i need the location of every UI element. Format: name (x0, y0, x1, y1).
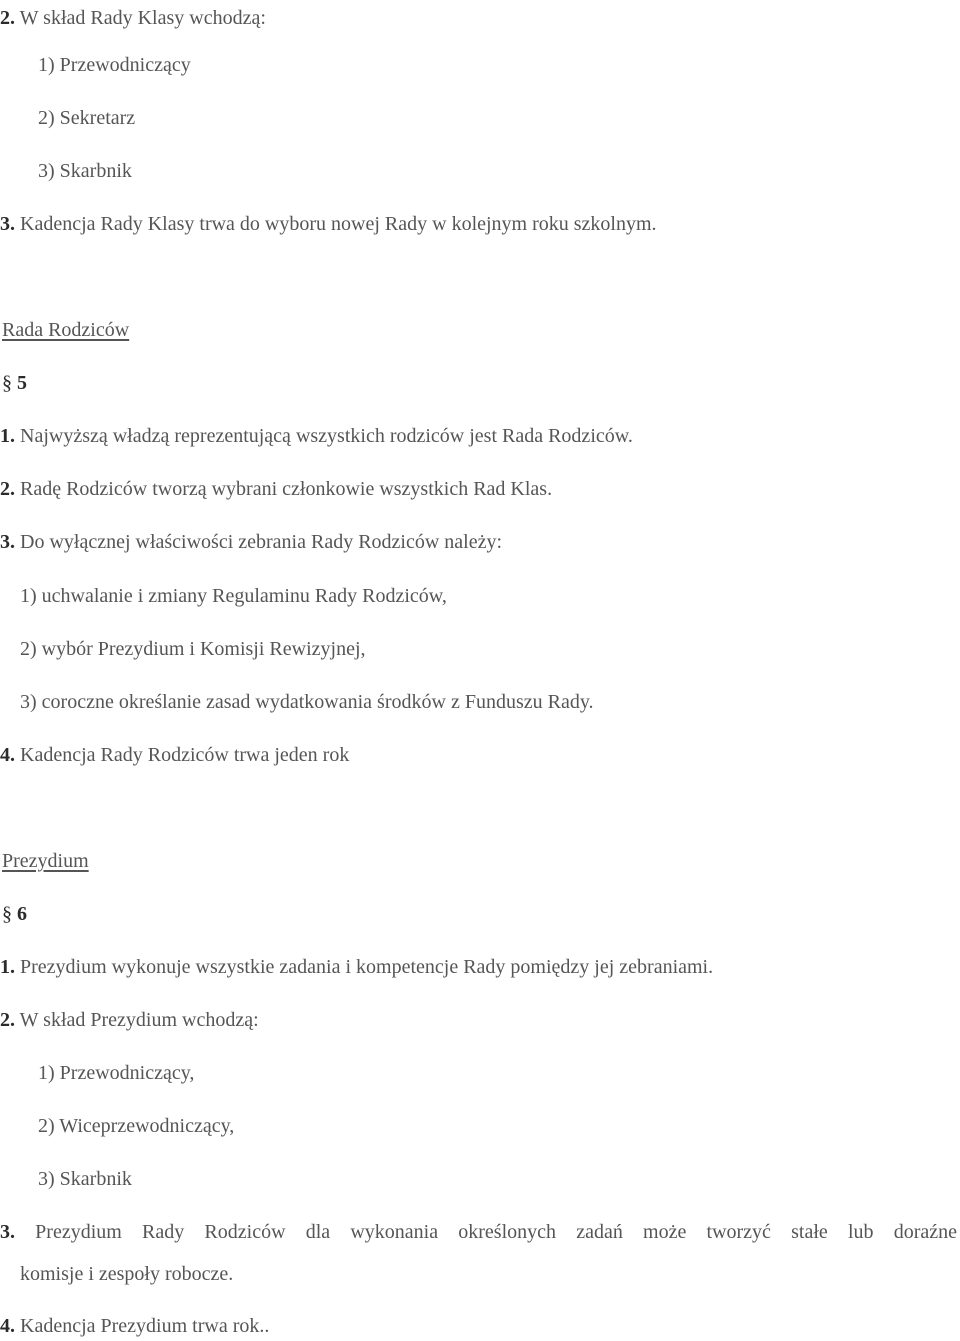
paragraph-1-rada-rodzicow (0, 424, 633, 448)
paragraph-2-rada-rodzicow (0, 477, 552, 501)
list-item-przewodniczacy-prezydium: 1) Przewodniczący, (38, 1062, 195, 1084)
list-item-wybor-prezydium: 2) wybór Prezydium i Komisji Rewizyjnej, (20, 638, 366, 660)
paragraph-text: Prezydium Rady Rodziców dla wykonania określonych zadań może tworzyć stałe lub doraźne (15, 1221, 957, 1243)
list-item-sekretarz: 2) Sekretarz (38, 107, 136, 129)
paragraph-3-rada-klasy (0, 212, 657, 236)
section-sign: § (2, 372, 12, 394)
paragraph-2-rada-klasy (0, 6, 266, 30)
paragraph-text: W skład Prezydium wchodzą: (15, 1009, 259, 1031)
paragraph-number: 3. (0, 531, 15, 553)
paragraph-number: 3. (0, 1221, 15, 1243)
list-item-wiceprzewodniczacy: 2) Wiceprzewodniczący, (38, 1115, 235, 1137)
paragraph-2-prezydium (0, 1008, 259, 1032)
paragraph-number: 2. (0, 7, 15, 29)
section-heading-rada-rodzicow: Rada Rodziców (2, 319, 130, 341)
paragraph-text: Kadencja Rady Rodziców trwa jeden rok (15, 744, 350, 766)
paragraph-text: Kadencja Prezydium trwa rok.. (15, 1315, 270, 1337)
paragraph-4-prezydium (0, 1314, 269, 1338)
paragraph-number: 1. (0, 425, 15, 447)
paragraph-number: 4. (0, 1315, 15, 1337)
paragraph-number: 1. (0, 956, 15, 978)
paragraph-text: Radę Rodziców tworzą wybrani członkowie wszystkich Rad Klas. (15, 478, 553, 500)
paragraph-number: 3. (0, 213, 15, 235)
list-item-przewodniczacy: 1) Przewodniczący (38, 54, 191, 76)
section-number-5 (2, 371, 27, 395)
paragraph-1-prezydium (0, 955, 713, 979)
section-number-value: 6 (17, 903, 27, 925)
paragraph-text: Kadencja Rady Klasy trwa do wyboru nowej Rady w kolejnym roku szkolnym. (15, 213, 657, 235)
paragraph-number: 4. (0, 744, 15, 766)
paragraph-text: W skład Rady Klasy wchodzą: (15, 7, 266, 29)
paragraph-text: Prezydium wykonuje wszystkie zadania i kompetencje Rady pomiędzy jej zebraniami. (15, 956, 714, 978)
paragraph-number: 2. (0, 1009, 15, 1031)
list-item-wydatkowanie: 3) coroczne określanie zasad wydatkowania środków z Funduszu Rady. (20, 691, 594, 713)
paragraph-3-rada-rodzicow (0, 530, 502, 554)
paragraph-3-prezydium-line-1 (0, 1220, 957, 1244)
paragraph-3-prezydium-line-2: komisje i zespoły robocze. (20, 1263, 234, 1285)
section-sign: § (2, 903, 12, 925)
paragraph-text: Najwyższą władzą reprezentującą wszystkich rodziców jest Rada Rodziców. (15, 425, 633, 447)
paragraph-text: Do wyłącznej właściwości zebrania Rady Rodziców należy: (15, 531, 503, 553)
list-item-uchwalanie: 1) uchwalanie i zmiany Regulaminu Rady Rodziców, (20, 585, 447, 607)
section-number-6 (2, 902, 27, 926)
section-heading-prezydium: Prezydium (2, 850, 89, 872)
list-item-skarbnik: 3) Skarbnik (38, 160, 132, 182)
section-number-value: 5 (17, 372, 27, 394)
list-item-skarbnik-prezydium: 3) Skarbnik (38, 1168, 132, 1190)
paragraph-number: 2. (0, 478, 15, 500)
paragraph-4-rada-rodzicow (0, 743, 349, 767)
